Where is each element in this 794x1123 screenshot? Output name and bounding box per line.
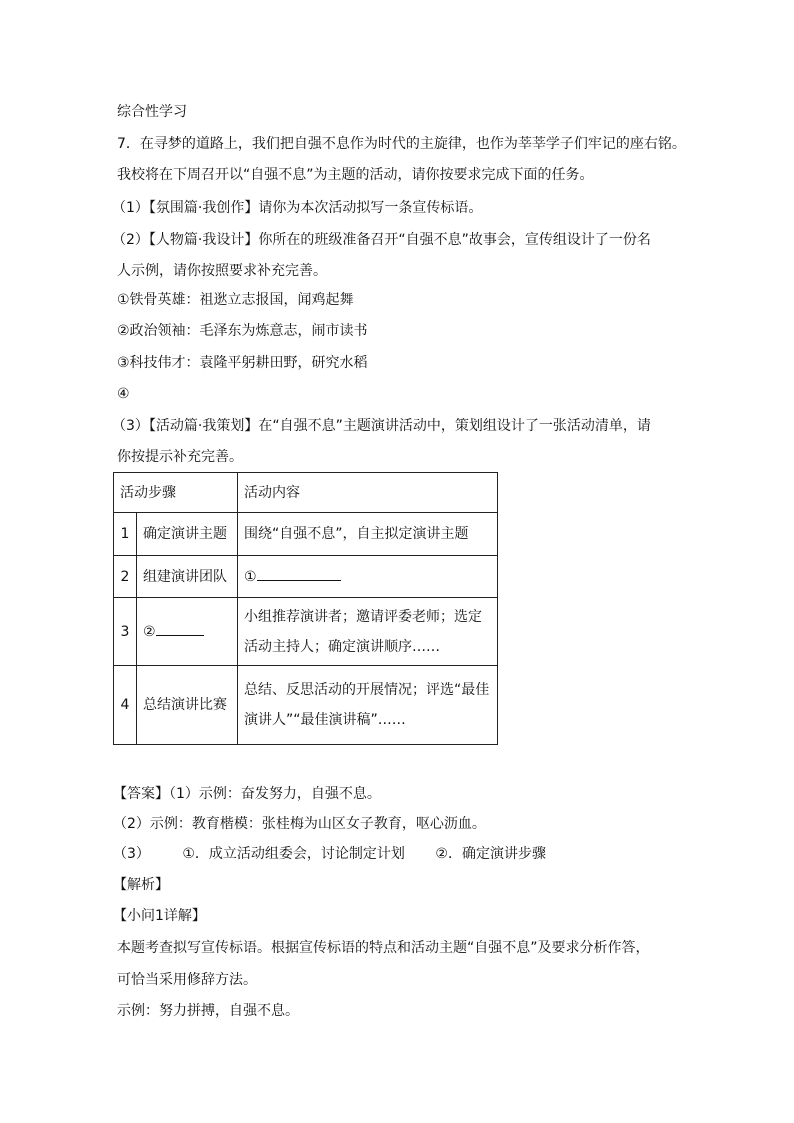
table-header-row <box>114 473 498 513</box>
question-intro: 7．在寻梦的道路上，我们把自强不息作为时代的主旋律，也作为莘莘学子们牢记的座右铭。 <box>117 136 686 152</box>
row-step: 总结演讲比赛 <box>137 666 238 745</box>
activity-table <box>113 472 498 745</box>
row-step: 组建演讲团队 <box>137 556 238 598</box>
row-content: 总结、反思活动的开展情况；评选“最佳演讲人”“最佳演讲稿”…… <box>238 666 498 745</box>
blank-label: ② <box>143 623 156 640</box>
row-content: 小组推荐演讲者；邀请评委老师；选定活动主持人；确定演讲顺序…… <box>238 598 498 666</box>
row-content <box>238 556 498 598</box>
example-item: ①铁骨英雄：祖逖立志报国，闻鸡起舞 <box>117 292 354 308</box>
row-content: 围绕“自强不息”，自主拟定演讲主题 <box>238 513 498 556</box>
table-row <box>114 598 498 666</box>
question-intro: 我校将在下周召开以“自强不息”为主题的活动，请你按要求完成下面的任务。 <box>117 167 594 183</box>
analysis-text: 示例：努力拼搏，自强不息。 <box>117 1003 299 1019</box>
question-part3: （3）【活动篇·我策划】在“自强不息”主题演讲活动中，策划组设计了一张活动清单，请 <box>112 418 651 434</box>
question-part2: （2）【人物篇·我设计】你所在的班级准备召开“自强不息”故事会，宣传组设计了一份名 <box>112 232 651 248</box>
answer-part3-a: ①．成立活动组委会，讨论制定计划 <box>182 846 405 862</box>
answer-line <box>113 845 546 863</box>
row-step <box>137 598 238 666</box>
answer-part3-b: ②．确定演讲步骤 <box>435 846 546 862</box>
analysis-subheading: 【小问1详解】 <box>113 908 206 924</box>
table-row <box>114 666 498 745</box>
fill-blank <box>156 621 204 636</box>
row-num: 4 <box>114 666 137 745</box>
row-num: 3 <box>114 598 137 666</box>
blank-label: ① <box>244 568 257 585</box>
table-row <box>114 556 498 598</box>
header-step: 活动步骤 <box>114 473 238 513</box>
row-num: 1 <box>114 513 137 556</box>
question-part2: 人示例，请你按照要求补充完善。 <box>117 263 327 279</box>
header-content: 活动内容 <box>238 473 498 513</box>
answer-line: 【答案】（1）示例：奋发努力，自强不息。 <box>113 786 381 802</box>
analysis-text: 本题考查拟写宣传标语。根据宣传标语的特点和活动主题“自强不息”及要求分析作答， <box>117 940 650 956</box>
question-part1: （1）【氛围篇·我创作】请你为本次活动拟写一条宣传标语。 <box>112 200 483 216</box>
answer-line: （2）示例：教育楷模：张桂梅为山区女子教育，呕心沥血。 <box>113 816 486 832</box>
fill-blank <box>257 566 341 581</box>
example-item: ②政治领袖：毛泽东为炼意志，闹市读书 <box>117 323 368 339</box>
section-title: 综合性学习 <box>117 104 187 120</box>
question-part3: 你按提示补充完善。 <box>117 449 243 465</box>
example-item: ④ <box>117 386 130 402</box>
row-step: 确定演讲主题 <box>137 513 238 556</box>
row-num: 2 <box>114 556 137 598</box>
answer-part3-label: （3） <box>113 846 150 862</box>
analysis-text: 可恰当采用修辞方法。 <box>117 972 257 988</box>
analysis-heading: 【解析】 <box>113 877 169 893</box>
table-row <box>114 513 498 556</box>
example-item: ③科技伟才：袁隆平躬耕田野，研究水稻 <box>117 355 368 371</box>
